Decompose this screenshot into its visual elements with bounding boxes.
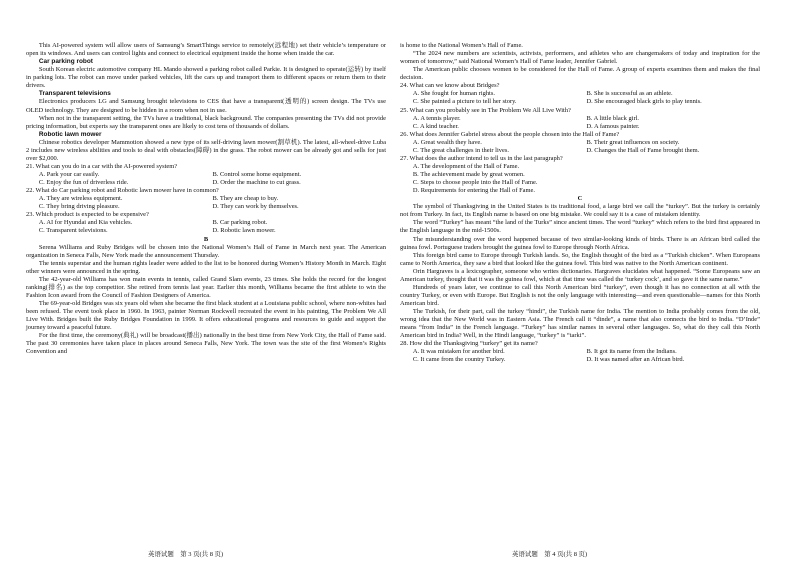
option: A. A tennis player. xyxy=(412,114,461,122)
paragraph: The Turkish, for their part, call the turkey “hindi”, the Turkish name for India. The mention to India probably comes from the old, wrong idea that the New World was in Eastern Asia. The French call it “dinde”, a name that also connects the bird to India. “D’Inde” means “from India” in the French language. “Turkey” has similar names in several other languages. So, what do they call this North American bird in India? Well, in the Hindi language, “turkey” is “tarki”. xyxy=(400,308,760,340)
paragraph: The 69-year-old Bridges was six years old when she became the first black student at a Louisiana public school, where non-whites had been refused. The event took place in 1960. In 1963, painter Norman Rockwell recreated the event in his painting, The Problem We All Live With. Bridges built the Ruby Bridges Foundation in 1999. It offers educational programs and resources to guide and support the journey toward a peaceful future. xyxy=(26,300,386,332)
option: A. AI for Hyundai and Kia vehicles. xyxy=(38,219,133,227)
paragraph: The American public chooses women to be considered for the Hall of Fame. A group of experts examines them and makes the final decision. xyxy=(400,66,760,82)
paragraph: Electronics producers LG and Samsung brought televisions to CES that have a transparent(透明的) screen design. The TVs use OLED technology. They are designed to be hidden in a room when not in use. xyxy=(26,98,386,114)
subheading: Robotic lawn mower xyxy=(38,130,102,138)
question: 27. What does the author intend to tell us in the last paragraph? xyxy=(400,154,563,162)
question: 23. Which product is expected to be expensive? xyxy=(26,211,149,219)
paragraph: When not in the transparent setting, the TVs have a traditional, black background. The companies presenting the TVs did not provide pricing information, but experts say the transparent ones are likely to cost tens of thousands of dollars. xyxy=(26,114,386,130)
paragraph: The word “Turkey” has meant “the land of the Turks” since ancient times. The word “turkey” which refers to the bird first appeared in the English language in the mid-1500s. xyxy=(400,219,760,235)
options xyxy=(26,171,386,187)
paragraph: The tennis superstar and the human rights leader were added to the list to be honored during Women’s History Month in March. Eight other winners were announced in the spring. xyxy=(26,259,386,275)
option: B. A little black girl. xyxy=(586,114,640,122)
paragraph: Chinese robotics developer Mammotion showed a new type of its self-driving lawn mower(割草机). The latest, all-wheel-drive Luba 2 includes new wireless abilities and tools to deal with obstacles(障碍) in the grass. The robot mower can be already got and sells for just over $2,000. xyxy=(26,138,386,162)
option: B. Control some home equipment. xyxy=(212,171,302,178)
question: 21. What can you do in a car with the AI-powered system? xyxy=(26,162,178,170)
left-column xyxy=(26,42,386,356)
option: D. Changes the Hall of Fame brought them. xyxy=(586,146,700,154)
question: 28. How did the Thanksgiving “turkey” get its name? xyxy=(400,340,538,348)
paragraph: Orin Hargraves is a lexicographer, someone who writes dictionaries. Hargraves elucidates what happened. “Some Europeans saw an American turkey, thought that it was the guinea fowl, which at that time was called the ‘turkey cock’, and so gave it the same name.” xyxy=(400,267,760,283)
paragraph: The symbol of Thanksgiving in the United States is its traditional food, a large bird we call the “turkey”. But the turkey is certainly not from Turkey. In fact, its English name is based on one big mistake. We could say it is a case of mistaken identity. xyxy=(400,203,760,219)
option: D. A famous painter. xyxy=(586,122,640,130)
question: 25. What can you probably see in The Problem We All Live With? xyxy=(400,106,571,114)
options xyxy=(400,139,760,155)
paragraph: The misunderstanding over the word happened because of two similar-looking kinds of birds. There is an African bird called the guinea fowl. Portuguese traders brought the guinea fowl to Europe through North Africa. xyxy=(400,235,760,251)
option: D. Order the machine to cut grass. xyxy=(212,179,301,187)
option: C. Transparent televisions. xyxy=(38,227,108,235)
right-column xyxy=(400,42,760,365)
question: 24. What can we know about Bridges? xyxy=(400,82,500,90)
option: A. Great wealth they have. xyxy=(412,138,482,146)
page-footer-right: 英语试题 第 4 页(共 8 页) xyxy=(512,551,588,558)
option: B. The achievement made by great women. xyxy=(412,171,525,178)
paragraph: This AI-powered system will allow users of Samsung’s SmartThings service to remotely(远程地) set their vehicle’s temperature or open its windows. And users can control lights and connect to electrical equipment inside the home when inside the car. xyxy=(26,42,386,58)
options xyxy=(400,348,760,364)
paragraph: Hundreds of years later, we continue to call this North American bird “turkey”, even though it has no connection at all with the country Turkey, or even with Europe. But English is not the only language with interesting—and even questionable—names for this North American bird. xyxy=(400,283,760,307)
question: 22. What do Car parking robot and Robotic lawn mower have in common? xyxy=(26,187,219,195)
subheading: Transparent televisions xyxy=(38,90,111,98)
option: B. It got its name from the Indians. xyxy=(586,348,677,356)
option: B. Their great influences on society. xyxy=(586,138,680,146)
option: A. The development of the Hall of Fame. xyxy=(412,162,520,170)
paragraph: The 42-year-old Williams has won main events in tennis, called Grand Slam events, 23 times. She holds the record for the longest ranking(排名) as the top competitor. She retired from tennis last year. Earlier this month, Williams became the first athlete to win the Fashion Icon award from the Council of Fashion Designers of America. xyxy=(26,275,386,299)
paragraph: For the first time, the ceremony(典礼) will be broadcast(播出) nationally in the best time from New York City, the Hall of Fame said. The past 30 ceremonies have taken place in places around Seneca Falls, New York. The town was the site of the first Women’s Rights Convention and xyxy=(26,332,386,356)
options xyxy=(400,115,760,131)
option: A. She fought for human rights. xyxy=(412,90,495,98)
option: C. They bring driving pleasure. xyxy=(38,203,120,211)
options xyxy=(400,90,760,106)
option: C. Enjoy the fun of driverless ride. xyxy=(38,179,129,187)
paragraph: This foreign bird came to Europe through Turkish lands. So, the English thought of the bird as a “Turkish chicken”. When Europeans came to North America, they saw a bird that looked like the guinea fowl. This bird was native to the North American continent. xyxy=(400,251,760,267)
option: D. It was named after an African bird. xyxy=(586,356,685,364)
options xyxy=(400,163,760,195)
option: D. They can work by themselves. xyxy=(212,203,299,211)
section-label: B xyxy=(203,235,209,243)
paragraph: is home to the National Women’s Hall of Fame. xyxy=(400,42,523,49)
option: D. She encouraged black girls to play tennis. xyxy=(586,98,702,106)
option: A. They are wireless equipment. xyxy=(38,195,123,203)
question: 26. What does Jennifer Gabriel stress about the people chosen into the Hall of Fame? xyxy=(400,130,620,138)
option: D. Robotic lawn mower. xyxy=(212,227,276,235)
option: B. They are cheap to buy. xyxy=(212,195,279,203)
option: C. It came from the country Turkey. xyxy=(412,356,506,364)
option: B. Car parking robot. xyxy=(212,219,268,227)
paragraph: South Korean electric automotive company HL Mando showed a parking robot called Parkie. It is designed to operate(运转) by itself in parking lots. The robot can move under parked vehicles, lift the cars up and transport them to different spaces or return them to their drivers. xyxy=(26,66,386,90)
options xyxy=(26,195,386,211)
subheading: Car parking robot xyxy=(38,58,93,66)
page-footer-left: 英语试题 第 3 页(共 8 页) xyxy=(148,551,224,558)
paragraph: “The 2024 new numbers are scientists, activists, performers, and athletes who are changemakers of today and inspiration for the women of tomorrow,” said National Women’s Hall of Fame leader, Jennifer Gabriel. xyxy=(400,50,760,66)
option: D. Requirements for entering the Hall of Fame. xyxy=(412,187,535,195)
option: C. The great challenges in their lives. xyxy=(412,146,509,154)
option: C. Steps to choose people into the Hall of Fame. xyxy=(412,179,538,187)
options xyxy=(26,219,386,235)
option: B. She is successful as an athlete. xyxy=(586,90,673,98)
section-label: C xyxy=(577,195,583,203)
option: C. A kind teacher. xyxy=(412,122,459,130)
option: A. Park your car easily. xyxy=(38,171,100,178)
paragraph: Serena Williams and Ruby Bridges will be chosen into the National Women’s Hall of Fame in March next year. The American organization in Seneca Falls, New York made the announcement Thursday. xyxy=(26,243,386,259)
option: C. She painted a picture to tell her story. xyxy=(412,98,517,106)
option: A. It was mistaken for another bird. xyxy=(412,348,505,356)
